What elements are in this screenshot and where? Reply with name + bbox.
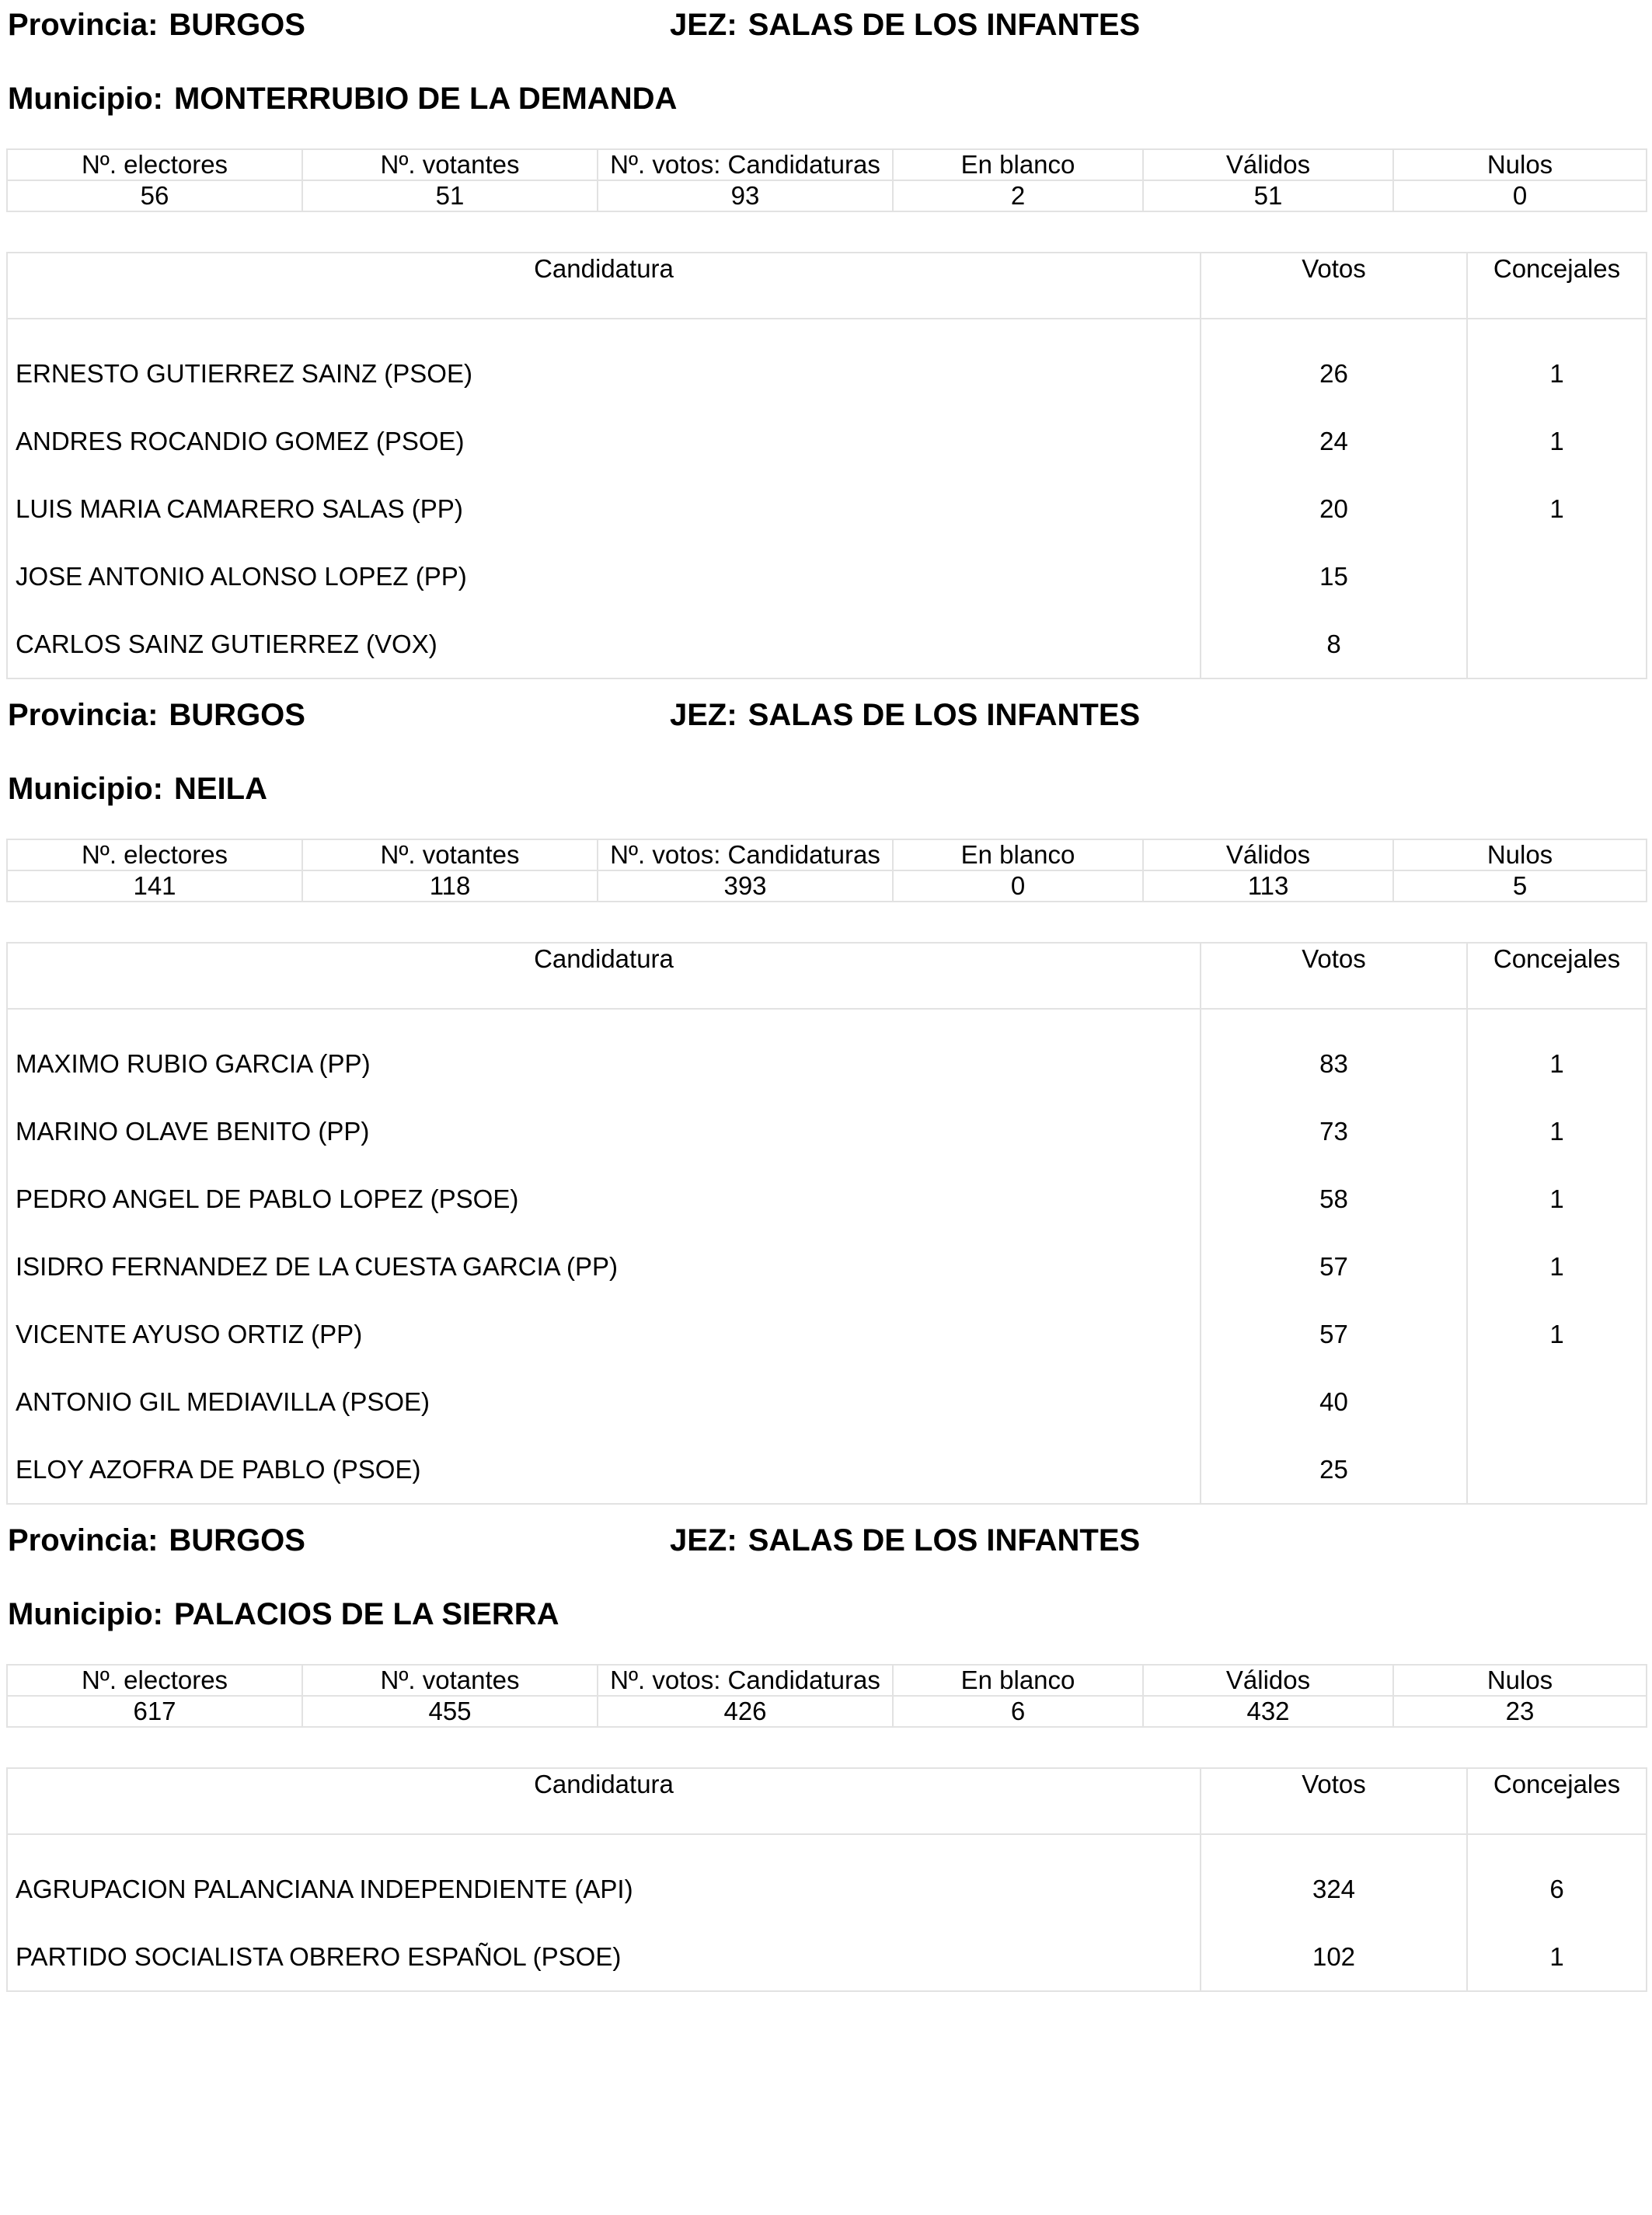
candidate-votes: 20	[1201, 475, 1467, 542]
summary-value-cell: 113	[1143, 870, 1393, 902]
provincia-heading	[8, 1517, 305, 1564]
summary-header-cell: Nulos	[1393, 149, 1647, 180]
summary-table	[6, 148, 1647, 212]
summary-table	[6, 839, 1647, 902]
candidate-name: PARTIDO SOCIALISTA OBRERO ESPAÑOL (PSOE)	[7, 1923, 1201, 1991]
candidate-row	[7, 1009, 1647, 1097]
candidate-votes: 25	[1201, 1435, 1467, 1504]
candidate-votes: 324	[1201, 1834, 1467, 1923]
municipio-label: Municipio:	[8, 82, 163, 116]
candidate-row	[7, 1923, 1647, 1991]
candidate-name: CARLOS SAINZ GUTIERREZ (VOX)	[7, 610, 1201, 678]
candidate-seats: 1	[1467, 1923, 1647, 1991]
candidates-header-cell: Votos	[1201, 253, 1467, 319]
summary-header-cell: Válidos	[1143, 1665, 1393, 1696]
jez-value: SALAS DE LOS INFANTES	[748, 698, 1141, 732]
candidates-header-cell: Votos	[1201, 943, 1467, 1009]
provincia-value: BURGOS	[169, 1523, 305, 1557]
municipality-section	[0, 690, 1652, 1484]
municipio-label: Municipio:	[8, 772, 163, 806]
municipio-value: MONTERRUBIO DE LA DEMANDA	[173, 82, 678, 116]
candidate-name: PEDRO ANGEL DE PABLO LOPEZ (PSOE)	[7, 1165, 1201, 1233]
candidate-name: MAXIMO RUBIO GARCIA (PP)	[7, 1009, 1201, 1097]
jez-heading	[670, 1517, 1140, 1564]
candidate-votes: 40	[1201, 1368, 1467, 1435]
candidate-name: JOSE ANTONIO ALONSO LOPEZ (PP)	[7, 542, 1201, 610]
candidates-header-row	[7, 1768, 1647, 1834]
candidate-votes: 57	[1201, 1233, 1467, 1300]
candidate-seats: 1	[1467, 407, 1647, 475]
candidate-name: LUIS MARIA CAMARERO SALAS (PP)	[7, 475, 1201, 542]
candidate-row	[7, 1165, 1647, 1233]
summary-header-cell: Válidos	[1143, 149, 1393, 180]
candidates-header-row	[7, 943, 1647, 1009]
candidate-row	[7, 1368, 1647, 1435]
summary-value-cell: 426	[598, 1696, 893, 1727]
summary-value-row	[7, 180, 1647, 211]
summary-value-cell: 56	[7, 180, 302, 211]
jez-value: SALAS DE LOS INFANTES	[748, 1523, 1141, 1557]
municipio-value: NEILA	[173, 772, 267, 806]
candidate-votes: 57	[1201, 1300, 1467, 1368]
summary-header-cell: Nº. votantes	[302, 1665, 598, 1696]
candidates-header-cell: Candidatura	[7, 943, 1201, 1009]
candidate-row	[7, 1097, 1647, 1165]
candidate-seats: 1	[1467, 319, 1647, 407]
candidates-header-cell: Candidatura	[7, 253, 1201, 319]
municipio-label: Municipio:	[8, 1597, 163, 1631]
candidate-name: ERNESTO GUTIERREZ SAINZ (PSOE)	[7, 319, 1201, 407]
candidate-seats	[1467, 542, 1647, 610]
provincia-label: Provincia:	[8, 8, 159, 42]
jez-label: JEZ:	[670, 8, 737, 42]
candidates-table	[6, 252, 1647, 679]
municipality-section	[0, 1516, 1652, 2215]
summary-header-cell: En blanco	[893, 1665, 1143, 1696]
candidate-name: VICENTE AYUSO ORTIZ (PP)	[7, 1300, 1201, 1368]
candidate-seats: 1	[1467, 1165, 1647, 1233]
summary-value-cell: 51	[1143, 180, 1393, 211]
candidate-seats	[1467, 610, 1647, 678]
candidate-seats: 1	[1467, 1233, 1647, 1300]
candidate-votes: 58	[1201, 1165, 1467, 1233]
provincia-value: BURGOS	[169, 8, 305, 42]
provincia-heading	[8, 692, 305, 738]
candidate-name: AGRUPACION PALANCIANA INDEPENDIENTE (API)	[7, 1834, 1201, 1923]
municipio-heading	[8, 1591, 559, 1638]
provincia-label: Provincia:	[8, 698, 159, 732]
summary-value-cell: 0	[1393, 180, 1647, 211]
summary-header-cell: Nulos	[1393, 1665, 1647, 1696]
summary-value-row	[7, 1696, 1647, 1727]
summary-header-row	[7, 1665, 1647, 1696]
summary-value-cell: 393	[598, 870, 893, 902]
municipio-heading	[8, 75, 677, 122]
municipality-section	[0, 0, 1652, 699]
jez-heading	[670, 2, 1140, 48]
municipio-heading	[8, 766, 267, 812]
candidate-votes: 73	[1201, 1097, 1467, 1165]
summary-header-cell: Nº. electores	[7, 1665, 302, 1696]
candidate-row	[7, 407, 1647, 475]
candidate-name: ISIDRO FERNANDEZ DE LA CUESTA GARCIA (PP)	[7, 1233, 1201, 1300]
candidates-header-cell: Concejales	[1467, 943, 1647, 1009]
summary-value-cell: 6	[893, 1696, 1143, 1727]
summary-value-cell: 0	[893, 870, 1143, 902]
provincia-value: BURGOS	[169, 698, 305, 732]
candidates-table	[6, 942, 1647, 1505]
candidates-header-cell: Concejales	[1467, 253, 1647, 319]
summary-table	[6, 1664, 1647, 1728]
candidate-votes: 26	[1201, 319, 1467, 407]
summary-header-cell: Nº. votos: Candidaturas	[598, 149, 893, 180]
candidate-name: ANDRES ROCANDIO GOMEZ (PSOE)	[7, 407, 1201, 475]
candidate-name: MARINO OLAVE BENITO (PP)	[7, 1097, 1201, 1165]
jez-value: SALAS DE LOS INFANTES	[748, 8, 1141, 42]
candidate-name: ELOY AZOFRA DE PABLO (PSOE)	[7, 1435, 1201, 1504]
candidate-votes: 102	[1201, 1923, 1467, 1991]
summary-value-cell: 455	[302, 1696, 598, 1727]
summary-header-cell: En blanco	[893, 839, 1143, 870]
summary-header-cell: En blanco	[893, 149, 1143, 180]
provincia-heading	[8, 2, 305, 48]
candidates-table	[6, 1767, 1647, 1992]
summary-value-cell: 51	[302, 180, 598, 211]
candidate-name: ANTONIO GIL MEDIAVILLA (PSOE)	[7, 1368, 1201, 1435]
summary-value-cell: 141	[7, 870, 302, 902]
summary-header-cell: Nº. electores	[7, 149, 302, 180]
summary-value-cell: 5	[1393, 870, 1647, 902]
summary-header-row	[7, 149, 1647, 180]
summary-value-cell: 432	[1143, 1696, 1393, 1727]
candidate-seats: 1	[1467, 1009, 1647, 1097]
summary-header-cell: Válidos	[1143, 839, 1393, 870]
candidate-votes: 15	[1201, 542, 1467, 610]
candidate-row	[7, 1834, 1647, 1923]
candidate-row	[7, 1233, 1647, 1300]
summary-header-row	[7, 839, 1647, 870]
candidate-seats: 1	[1467, 1097, 1647, 1165]
jez-label: JEZ:	[670, 1523, 737, 1557]
summary-value-cell: 23	[1393, 1696, 1647, 1727]
candidate-votes: 24	[1201, 407, 1467, 475]
summary-value-cell: 118	[302, 870, 598, 902]
candidate-row	[7, 1300, 1647, 1368]
summary-header-cell: Nº. electores	[7, 839, 302, 870]
candidate-seats	[1467, 1368, 1647, 1435]
provincia-label: Provincia:	[8, 1523, 159, 1557]
candidates-header-cell: Concejales	[1467, 1768, 1647, 1834]
summary-header-cell: Nº. votos: Candidaturas	[598, 1665, 893, 1696]
summary-value-cell: 617	[7, 1696, 302, 1727]
jez-heading	[670, 692, 1140, 738]
candidate-row	[7, 475, 1647, 542]
summary-value-cell: 2	[893, 180, 1143, 211]
candidates-header-cell: Candidatura	[7, 1768, 1201, 1834]
summary-value-cell: 93	[598, 180, 893, 211]
candidate-row	[7, 319, 1647, 407]
candidate-row	[7, 1435, 1647, 1504]
candidate-row	[7, 542, 1647, 610]
summary-value-row	[7, 870, 1647, 902]
candidates-header-cell: Votos	[1201, 1768, 1467, 1834]
summary-header-cell: Nº. votos: Candidaturas	[598, 839, 893, 870]
summary-header-cell: Nº. votantes	[302, 149, 598, 180]
candidate-votes: 83	[1201, 1009, 1467, 1097]
summary-header-cell: Nulos	[1393, 839, 1647, 870]
candidate-seats: 1	[1467, 1300, 1647, 1368]
summary-header-cell: Nº. votantes	[302, 839, 598, 870]
candidates-header-row	[7, 253, 1647, 319]
candidate-seats: 6	[1467, 1834, 1647, 1923]
candidate-seats	[1467, 1435, 1647, 1504]
candidate-row	[7, 610, 1647, 678]
municipio-value: PALACIOS DE LA SIERRA	[173, 1597, 559, 1631]
candidate-seats: 1	[1467, 475, 1647, 542]
candidate-votes: 8	[1201, 610, 1467, 678]
jez-label: JEZ:	[670, 698, 737, 732]
